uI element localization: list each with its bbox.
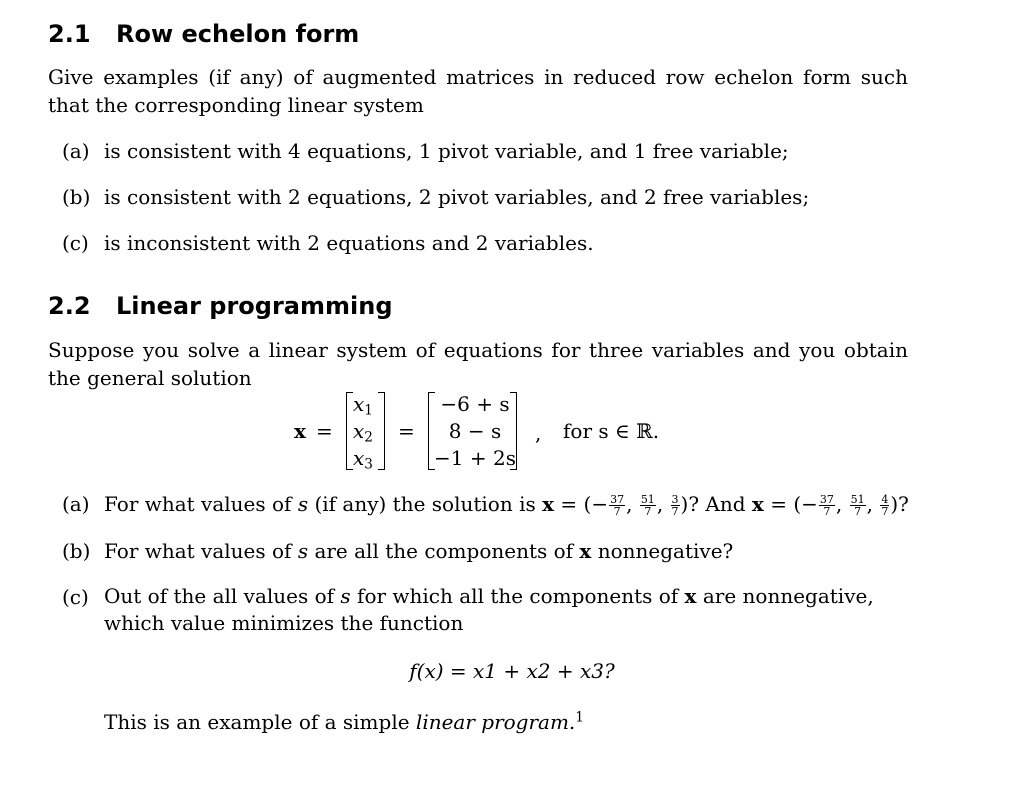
list-item [62, 137, 789, 165]
left-bracket [346, 392, 353, 470]
item-label: (c) [62, 585, 89, 609]
matrix-entry: $x_1$ [353, 392, 373, 419]
vector-x: x [294, 419, 306, 443]
objective-function [0, 659, 1024, 683]
right-bracket [510, 392, 517, 470]
item-label: (b) [62, 185, 91, 209]
closing-text: This is an example of a simple linear program.$^1$ [104, 709, 584, 734]
section-intro: Give examples (if any) of augmented matrices in reduced row echelon form such that the corresponding linear system [48, 65, 908, 117]
section-intro: Suppose you solve a linear system of equations for three variables and you obtain the general solution [48, 338, 908, 390]
matrix-entry: −1 + 2s [434, 446, 516, 470]
item-label: (c) [62, 231, 89, 255]
footnote-mark: 1 [575, 709, 584, 726]
list-item [62, 583, 104, 611]
fraction: $\frac{4}{7}$ [881, 493, 889, 518]
list-item: (b) For what values of s are all the components of x nonnegative? [62, 539, 734, 563]
item-text: is consistent with 2 equations, 2 pivot variables, and 2 free variables; [104, 185, 810, 209]
section-number: 2.1 [48, 20, 91, 48]
objective-formula: f(x) = x1 + x2 + x3? [409, 659, 615, 683]
section-number: 2.2 [48, 292, 91, 320]
matrix-entry: 8 − s [448, 419, 502, 443]
item-text: is inconsistent with 2 equations and 2 variables. [104, 231, 594, 255]
matrix-entry: −6 + s [440, 392, 510, 416]
list-item [62, 183, 809, 211]
fraction: $\frac{51}{7}$ [850, 493, 865, 518]
fraction: $\frac{3}{7}$ [671, 493, 679, 518]
section-title: Linear programming [116, 292, 393, 320]
matrix-entry: $x_3$ [353, 446, 373, 473]
section-heading-2-1 [48, 20, 359, 48]
equals-sign: = [316, 419, 333, 443]
item-label: (a) [62, 139, 90, 163]
comma: , [535, 421, 542, 445]
list-item [62, 229, 594, 257]
right-bracket [378, 392, 385, 470]
item-label: (a) [62, 492, 90, 516]
emphasis: linear program. [415, 710, 576, 734]
fraction: $\frac{37}{7}$ [819, 493, 834, 518]
equals-sign: = [398, 419, 415, 443]
item-text: is consistent with 4 equations, 1 pivot variable, and 1 free variable; [104, 139, 789, 163]
domain-text: for s ∈ ℝ. [563, 419, 660, 443]
list-item: (a) For what values of s (if any) the solution is x = (− $\frac{37}{7}$ , $\frac{51}{7}$ , $\frac{3}{7}$ )? And x = (− $\frac{37}{7}$ , $\frac{51}{7}$ , $\frac{4}{7}$ )? [62, 492, 909, 518]
section-heading-2-2 [48, 292, 393, 320]
item-text: Out of the all values of s for which all the components of x are nonnegative, which value minimizes the function [104, 584, 874, 635]
matrix-entry: $x_2$ [353, 419, 373, 446]
fraction: $\frac{37}{7}$ [610, 493, 625, 518]
section-title: Row echelon form [116, 20, 360, 48]
item-label: (b) [62, 539, 91, 563]
fraction: $\frac{51}{7}$ [640, 493, 655, 518]
